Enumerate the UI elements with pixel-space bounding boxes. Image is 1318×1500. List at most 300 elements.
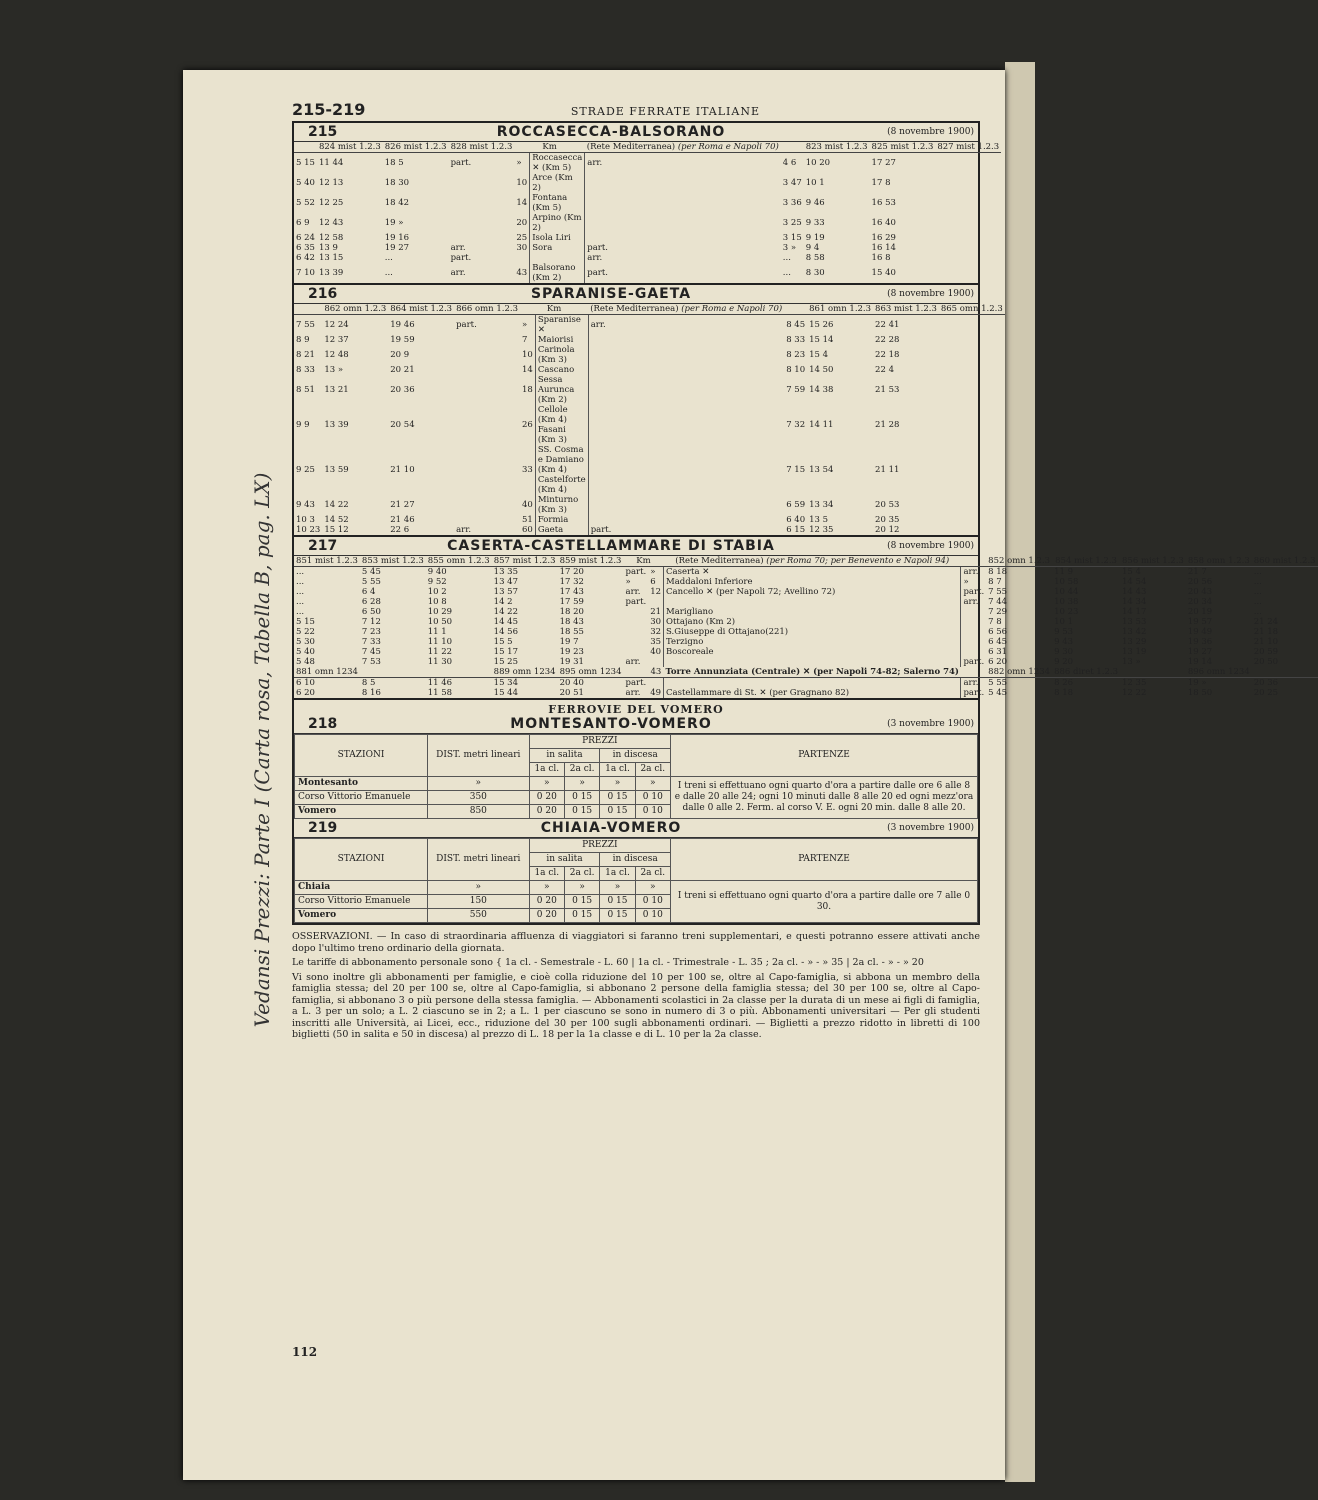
obs-p3: Vi sono inoltre gli abbonamenti per famiglie, e cioè colla riduzione del 10 per 100 se, oltre al Capo-famiglia, si abbona un membro della famiglia stessa; del 20 per 100 se, oltre al Capo-famiglia, si abbonano 2 persone della famiglia stessa; del 30 per 100 se, oltre al Capo-famiglia, si abbonano 3 o più persone della stessa famiglia. — Abbonamenti scolastici in 2a classe per la durata di un mese ai figli di famiglia, a L. 3 per un solo; a L. 2 ciascuno se in 2; a L. 1 per ciascuno se sono in numero di 3 o più. Abbonamenti universitari — Per gli studenti inscritti alle Università, ai Licei, ecc., riduzione del 30 per 100 sugli abbonamenti ordinari. — Biglietti a prezzo ridotto in libretti di 100 biglietti (50 in salita e 50 in discesa) al prezzo di L. 18 per la 1a classe e di L. 10 per la 2a classe. [292, 971, 980, 1040]
table-cell: 13 53 [1122, 617, 1147, 627]
stazioni-col: STAZIONI [295, 839, 428, 881]
table-cell: part. [625, 597, 647, 607]
table-cell [454, 445, 520, 495]
table-cell: 12 24 [324, 320, 349, 330]
class-col: 1a cl. [600, 867, 635, 881]
station-name: Vomero [295, 805, 428, 819]
table-cell: 7 29 [988, 607, 1008, 617]
station-name: Formia [535, 515, 588, 525]
train-col: 866 omn 1.2.3 [456, 304, 518, 314]
table-cell: 9 46 [805, 198, 825, 208]
table-row [294, 213, 1001, 233]
table-cell: 19 59 [390, 335, 415, 345]
table-cell: 13 21 [324, 385, 349, 395]
table-cell: 14 22 [324, 500, 349, 510]
table-cell: 30 [650, 617, 662, 627]
section-title: CASERTA-CASTELLAMMARE DI STABIA [447, 537, 775, 554]
table-cell: 19 » [1187, 678, 1207, 688]
table-cell: 15 4 [809, 350, 829, 360]
table-cell: part. [590, 525, 612, 535]
table-cell: 19 31 [559, 657, 584, 667]
discesa-col: in discesa [600, 749, 671, 763]
partenze-col: PARTENZE [671, 839, 978, 881]
train-col: 824 mist 1.2.3 [318, 142, 381, 152]
table-cell: arr. [590, 320, 606, 330]
table-cell: 43 [516, 268, 528, 278]
table-row [294, 515, 1005, 525]
table-cell: 21 10 [1253, 637, 1279, 647]
table-cell: ... [1253, 567, 1262, 577]
table-cell: 12 22 [1122, 688, 1147, 698]
table-cell: 8 21 [296, 350, 315, 360]
station-name: Sessa Aurunca (Km 2) [535, 375, 588, 405]
table-cell: 21 11 [875, 465, 900, 475]
table-cell: 17 27 [871, 158, 896, 168]
rows-219 [295, 881, 978, 923]
table-cell: 13 57 [493, 587, 518, 597]
table-cell: 6 20 [296, 688, 315, 698]
table-cell: 8 10 [786, 365, 806, 375]
table-cell: 13 54 [809, 465, 834, 475]
table-cell: 13 29 [1122, 637, 1147, 647]
train-col [360, 667, 426, 678]
station-name: Caserta ✕ [664, 567, 961, 578]
table-cell: 13 35 [493, 567, 518, 577]
table-cell: 7 15 [786, 465, 806, 475]
table-cell: 9 33 [805, 218, 825, 228]
table-cell: 17 59 [559, 597, 584, 607]
table-cell: 16 8 [871, 253, 891, 263]
timetable-217 [294, 556, 1318, 698]
station-name: Vomero [295, 909, 428, 923]
table-cell: 0 15 [600, 895, 635, 909]
train-col: 861 omn 1.2.3 [809, 304, 872, 314]
table-row [295, 881, 978, 895]
table-cell [454, 375, 520, 405]
section-number: 218 [308, 715, 338, 732]
table-cell: 15 4 [1122, 567, 1141, 577]
table-cell: 19 46 [390, 320, 415, 330]
side-reference-text: Vedansi Prezzi: Parte I (Carta rosa, Tabella B, pag. LX) [250, 472, 274, 1028]
table-cell: » [516, 158, 522, 168]
table-cell: » [650, 567, 656, 577]
table-cell: 12 43 [318, 218, 344, 228]
table-cell: 8 18 [988, 567, 1008, 577]
table-row [294, 495, 1005, 515]
table-cell [454, 405, 520, 445]
section-217-head [294, 537, 978, 556]
section-number: 216 [308, 285, 338, 302]
table-cell: 21 28 [875, 420, 900, 430]
stazioni-col: STAZIONI [295, 735, 428, 777]
table-row [294, 345, 1005, 365]
section-title: MONTESANTO-VOMERO [510, 715, 712, 732]
table-cell: 7 59 [786, 385, 806, 395]
table-cell: 6 31 [988, 647, 1008, 657]
table-cell: arr. [625, 657, 641, 667]
table-cell: 5 40 [296, 647, 315, 657]
via-note: (per Roma 70; per Benevento e Napoli 94) [766, 556, 950, 566]
table-cell: 0 20 [529, 805, 564, 819]
table-row [294, 405, 1005, 445]
table-cell: 20 34 [1187, 597, 1213, 607]
train-col: 864 mist 1.2.3 [390, 304, 453, 314]
table-cell: 30 [516, 243, 528, 253]
table-cell: » [635, 777, 670, 791]
table-cell: 9 40 [427, 567, 447, 577]
table-cell: 13 9 [318, 243, 338, 253]
station-name: Fontana (Km 5) [530, 193, 585, 213]
table-cell [514, 253, 529, 263]
table-cell: 7 [522, 335, 528, 345]
table-row [294, 365, 1005, 375]
table-cell: 11 22 [427, 647, 453, 657]
table-cell: 6 56 [988, 627, 1008, 637]
class-col: 2a cl. [635, 867, 670, 881]
table-cell: 9 43 [1054, 637, 1074, 647]
table-cell [588, 515, 784, 525]
table-cell [648, 678, 663, 689]
table-cell: 12 [650, 587, 662, 597]
torre-km: 43 [648, 667, 663, 678]
table-cell [624, 617, 649, 627]
station-name: S.Giuseppe di Ottajano(221) [664, 627, 961, 637]
table-cell: 18 20 [559, 607, 584, 617]
train-col: 886 diret 1.2.3 [1054, 667, 1119, 677]
table-cell: 14 54 [1122, 577, 1147, 587]
partenze-col: PARTENZE [671, 735, 978, 777]
table-cell: 22 28 [875, 335, 900, 345]
station-name: Carinola (Km 3) [535, 345, 588, 365]
table-cell: 21 53 [875, 385, 900, 395]
table-cell: 7 10 [296, 268, 315, 278]
table-cell: part. [963, 657, 985, 667]
dist-col: Km [520, 304, 588, 315]
station-name: Terzigno [664, 637, 961, 647]
table-cell: 8 7 [988, 577, 1002, 587]
table-cell: 6 59 [786, 500, 806, 510]
network-name: (Rete Mediterranea) [590, 304, 679, 314]
table-cell: ... [384, 268, 393, 278]
partenze-text: I treni si effettuano ogni quarto d'ora a partire dalle ore 6 alle 8 e dalle 20 alle 24; ogni 10 minuti dalle 8 alle 20 ed ogni mezz'ora dalle 0 alle 2. Ferm. al corso V. E. ogni 20 min. dalle 8 alle 20. [671, 777, 978, 819]
table-cell: arr. [450, 243, 466, 253]
table-row [294, 587, 1318, 597]
table-cell: part. [450, 158, 472, 168]
table-cell: 12 35 [1122, 678, 1147, 688]
table-cell: ... [296, 577, 305, 587]
table-cell: 8 45 [786, 320, 806, 330]
table-cell: » [522, 320, 528, 330]
table-cell [585, 213, 781, 233]
table-cell: 6 28 [361, 597, 381, 607]
table-cell: 21 27 [390, 500, 415, 510]
table-cell: 0 15 [564, 909, 599, 923]
table-cell: 13 » [324, 365, 344, 375]
table-cell [624, 607, 649, 617]
table-cell [585, 233, 781, 243]
station-name: Montesanto [295, 777, 428, 791]
table-cell [585, 193, 781, 213]
table-cell: 5 40 [296, 178, 315, 188]
table-cell [624, 637, 649, 647]
table-cell: 14 34 [1122, 597, 1147, 607]
class-col: 2a cl. [564, 867, 599, 881]
train-col: 855 omn 1.2.3 [427, 556, 490, 566]
table-cell: 5 15 [296, 158, 315, 168]
table-cell: » [427, 881, 529, 895]
station-name [664, 597, 961, 607]
table-cell: » [564, 881, 599, 895]
table-cell: 21 46 [390, 515, 415, 525]
section-date: (8 novembre 1900) [887, 540, 974, 551]
table-cell [961, 647, 986, 657]
table-cell: 22 6 [390, 525, 410, 535]
station-name: Boscoreale [664, 647, 961, 657]
table-cell: 19 16 [384, 233, 410, 243]
table-cell: 10 20 [805, 158, 831, 168]
table-cell: 3 25 [782, 218, 802, 228]
table-cell: » [625, 577, 631, 587]
section-number: 219 [308, 819, 338, 836]
prezzi-col: PREZZI [529, 839, 670, 853]
train-col: 896 omn 1234 [1187, 667, 1250, 677]
table-cell: 3 15 [782, 233, 802, 243]
salita-col: in salita [529, 749, 600, 763]
table-row [294, 173, 1001, 193]
table-cell: 7 23 [361, 627, 381, 637]
class-col: 2a cl. [635, 763, 670, 777]
station-name: Arce (Km 2) [530, 173, 585, 193]
table-cell: 21 7 [1187, 567, 1207, 577]
table-row [294, 567, 1318, 578]
via-note: (per Roma e Napoli 70) [681, 304, 783, 314]
table-cell: 0 15 [600, 909, 635, 923]
table-cell: 14 56 [493, 627, 518, 637]
train-col: 823 mist 1.2.3 [805, 142, 868, 152]
table-cell: 14 [522, 365, 533, 375]
table-cell: 49 [650, 688, 662, 698]
table-cell: 7 55 [296, 320, 315, 330]
station-name: Cancello ✕ (per Napoli 72; Avellino 72) [664, 587, 961, 597]
table-cell: 13 19 [1122, 647, 1147, 657]
table-cell: 13 15 [318, 253, 344, 263]
table-row [295, 777, 978, 791]
table-cell [588, 375, 784, 405]
table-cell: 14 43 [1122, 587, 1147, 597]
table-cell: 15 5 [493, 637, 513, 647]
station-name: Marigliano [664, 607, 961, 617]
station-name: SS. Cosma e Damiano (Km 4) Castelforte (Km 4) [535, 445, 588, 495]
table-cell: 5 52 [296, 198, 315, 208]
train-col: 882 omn 1234 [988, 667, 1051, 677]
station-name: Balsorano (Km 2) [530, 263, 585, 283]
table-cell: 7 53 [361, 657, 381, 667]
table-cell: ... [782, 253, 791, 263]
table-cell: ... [296, 587, 305, 597]
section-218-head [294, 715, 978, 734]
table-cell: 21 10 [390, 465, 415, 475]
class-col: 1a cl. [529, 763, 564, 777]
table-cell: 150 [427, 895, 529, 909]
table-cell: 3 36 [782, 198, 802, 208]
rows-215 [294, 153, 1001, 284]
table-cell: part. [450, 253, 472, 263]
section-217 [292, 535, 1316, 698]
timetable-header-row [294, 556, 1318, 567]
table-cell [449, 193, 515, 213]
train-col: 825 mist 1.2.3 [871, 142, 934, 152]
station-name: Maddaloni Inferiore [664, 577, 961, 587]
train-col: 851 mist 1.2.3 [294, 556, 360, 567]
table-cell: 0 10 [635, 895, 670, 909]
station-name [664, 678, 961, 689]
table-cell: 19 7 [559, 637, 579, 647]
table-cell: 8 30 [805, 268, 825, 278]
table-cell: 14 17 [1122, 607, 1147, 617]
table-cell: 8 33 [786, 335, 806, 345]
torre-station: Torre Annunziata (Centrale) ✕ (per Napoli 74-82; Salerno 74) [665, 667, 959, 677]
rows-216 [294, 315, 1005, 536]
table-cell: 10 8 [427, 597, 447, 607]
table-cell: arr. [587, 253, 603, 263]
table-cell: 20 59 [1253, 647, 1279, 657]
table-row [294, 637, 1318, 647]
table-row [294, 253, 1001, 263]
table-cell [449, 233, 515, 243]
table-cell: 12 25 [318, 198, 344, 208]
section-215 [292, 121, 1000, 283]
table-cell: 13 39 [324, 420, 349, 430]
table-cell: 350 [427, 791, 529, 805]
table-cell: 21 [650, 607, 662, 617]
table-cell: 19 27 [1187, 647, 1213, 657]
train-col: 853 mist 1.2.3 [361, 556, 424, 566]
table-cell: 13 34 [809, 500, 834, 510]
table-cell: 15 26 [809, 320, 834, 330]
table-cell: 9 20 [1054, 657, 1074, 667]
dist-col: DIST. metri lineari [427, 735, 529, 777]
table-cell: 15 34 [493, 678, 518, 688]
table-cell: 8 33 [296, 365, 315, 375]
train-col: 857 mist 1.2.3 [492, 556, 558, 567]
table-cell: 17 32 [559, 577, 584, 587]
station-name: Castellammare di St. ✕ (per Gragnano 82) [664, 688, 961, 698]
table-cell: 20 35 [875, 515, 900, 525]
table-cell: 13 42 [1122, 627, 1147, 637]
table-row [294, 617, 1318, 627]
table-cell: 9 9 [296, 420, 310, 430]
network-label [664, 556, 961, 567]
table-cell: 16 29 [871, 233, 896, 243]
table-cell: 18 5 [384, 158, 404, 168]
dist-col: DIST. metri lineari [427, 839, 529, 881]
table-cell: 10 29 [427, 607, 453, 617]
table-cell: 21 24 [1253, 617, 1279, 627]
section-date: (3 novembre 1900) [887, 822, 974, 833]
table-row [294, 445, 1005, 495]
timetable-content [292, 100, 1316, 1041]
table-cell: 9 43 [296, 500, 315, 510]
table-cell: 8 5 [361, 678, 376, 688]
table-cell: 10 50 [427, 617, 453, 627]
network-name: (Rete Mediterranea) [586, 142, 676, 152]
table-cell: 18 43 [559, 617, 584, 627]
table-row [294, 193, 1001, 213]
table-cell: 8 58 [805, 253, 825, 263]
table-cell: 20 36 [1253, 678, 1279, 688]
discesa-col: in discesa [600, 853, 671, 867]
table-cell: arr. [456, 525, 472, 535]
table-cell [588, 335, 784, 345]
table-cell: ... [1253, 597, 1262, 607]
table-cell: 19 49 [1187, 627, 1213, 637]
table-cell: 9 4 [805, 243, 820, 253]
table-cell: 7 44 [988, 597, 1008, 607]
section-title: CHIAIA-VOMERO [540, 819, 682, 836]
header-number: 215-219 [292, 100, 366, 119]
station-name: Ottajano (Km 2) [664, 617, 961, 627]
table-cell: 60 [522, 525, 533, 535]
train-col: 862 omn 1.2.3 [324, 304, 387, 314]
table-row [294, 688, 1318, 698]
table-cell: 7 45 [361, 647, 381, 657]
table-cell: 33 [522, 465, 533, 475]
table-cell: 5 30 [296, 637, 315, 647]
table-row [294, 315, 1005, 336]
table-cell: 9 30 [1054, 647, 1074, 657]
table-cell [624, 647, 649, 657]
section-216-head [294, 285, 978, 304]
table-cell: 22 18 [875, 350, 900, 360]
table-cell [449, 213, 515, 233]
station-name [664, 657, 961, 667]
table-cell: 5 48 [296, 657, 315, 667]
table-row [294, 525, 1005, 535]
table-cell: 20 [516, 218, 528, 228]
table-cell: 18 50 [1187, 688, 1213, 698]
table-cell: 0 10 [635, 805, 670, 819]
ferrovie-title: FERROVIE DEL VOMERO [548, 703, 724, 716]
table-cell: » [600, 777, 635, 791]
table-cell: 14 22 [493, 607, 518, 617]
section-date: (8 novembre 1900) [887, 288, 974, 299]
table-cell: 19 57 [1187, 617, 1213, 627]
table-cell: 7 33 [361, 637, 381, 647]
table-cell: 14 50 [809, 365, 834, 375]
train-col: 889 omn 1234 [493, 667, 556, 677]
table-cell: 18 42 [384, 198, 410, 208]
table-cell: 8 9 [296, 335, 310, 345]
table-cell: 18 55 [559, 627, 584, 637]
train-col: 895 omn 1234 [559, 667, 622, 677]
rows-218 [295, 777, 978, 819]
station-name: Roccasecca ✕ (Km 5) [530, 153, 585, 174]
table-cell: 8 23 [786, 350, 806, 360]
table-cell: 550 [427, 909, 529, 923]
table-row [294, 233, 1001, 243]
train-col [1252, 667, 1318, 678]
table-cell: 6 35 [296, 243, 315, 253]
rows-217 [294, 567, 1318, 668]
timetable-215 [294, 142, 1001, 283]
station-name [530, 253, 585, 263]
table-cell: 20 36 [390, 385, 415, 395]
table-cell: 20 21 [390, 365, 415, 375]
table-cell: 13 » [1122, 657, 1141, 667]
table-cell: 0 15 [564, 791, 599, 805]
table-cell: 19 14 [1187, 657, 1213, 667]
table-cell: 21 18 [1253, 627, 1279, 637]
